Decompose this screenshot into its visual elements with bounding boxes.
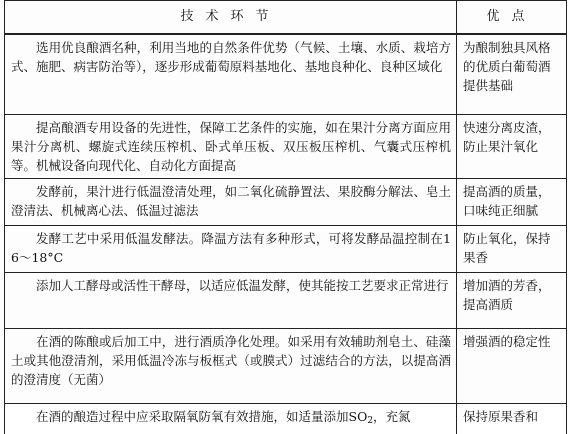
white-wine-technique-table <box>4 0 567 434</box>
advantage-cell: 防止氧化，保持果香 <box>457 226 567 273</box>
technique-cell: 在酒的陈酿或后加工中，进行酒质净化处理。如采用有效辅助剂皂土、硅藻土或其他澄清剂，采用低温冷冻与板框式（或膜式）过滤结合的方法，以提高酒的澄清度（无菌） <box>5 329 457 404</box>
advantage-cell: 增强酒的稳定性 <box>457 329 567 404</box>
table-row <box>5 273 567 329</box>
table-header-row <box>5 1 567 34</box>
table-row <box>5 329 567 404</box>
technique-cell: 提高酿酒专用设备的先进性，保障工艺条件的实施，如在果汁分离方面应用果汁分离机、螺旋式连续压榨机、卧式单压板、双压板压榨机、气囊式压榨机等。机械设备向现代化、自动化方面提高 <box>5 115 457 179</box>
technique-cell: 选用优良酿酒名种，利用当地的自然条件优势（气候、土壤、水质、栽培方式、施肥、病害防治等），逐步形成葡萄原料基地化、基地良种化、良种区域化 <box>5 34 457 115</box>
header-advantage: 优点 <box>457 1 567 34</box>
advantage-cell: 快速分离皮渣，防止果汁氧化 <box>457 115 567 179</box>
table-row <box>5 115 567 179</box>
advantage-cell: 为酿制独具风格的优质白葡萄酒提供基础 <box>457 34 567 115</box>
table-row <box>5 34 567 115</box>
advantage-cell: 提高酒的质量，口味纯正细腻 <box>457 179 567 226</box>
technique-cell <box>5 404 457 434</box>
advantage-cell: 保持原果香和 <box>457 404 567 434</box>
advantage-cell: 增加酒的芳香，提高酒质 <box>457 273 567 329</box>
header-technique: 技术环节 <box>5 1 457 34</box>
subscript-text: 2 <box>367 416 373 426</box>
technique-cell: 发酵工艺中采用低温发酵法。降温方法有多种形式，可将发酵品温控制在16～18°C <box>5 226 457 273</box>
technique-cell: 发酵前，果汁进行低温澄清处理，如二氧化硫静置法、果胶酶分解法、皂土澄清法、机械离心法、低温过滤法 <box>5 179 457 226</box>
table-row <box>5 404 567 434</box>
technique-cell: 添加人工酵母或活性干酵母，以适应低温发酵，使其能按工艺要求正常进行 <box>5 273 457 329</box>
table-row <box>5 179 567 226</box>
technique-text-tail: ，充氮 <box>373 409 411 424</box>
table-row <box>5 226 567 273</box>
technique-text: 在酒的酿造过程中应采取隔氧防氧有效措施，如适量添加SO <box>36 409 367 424</box>
